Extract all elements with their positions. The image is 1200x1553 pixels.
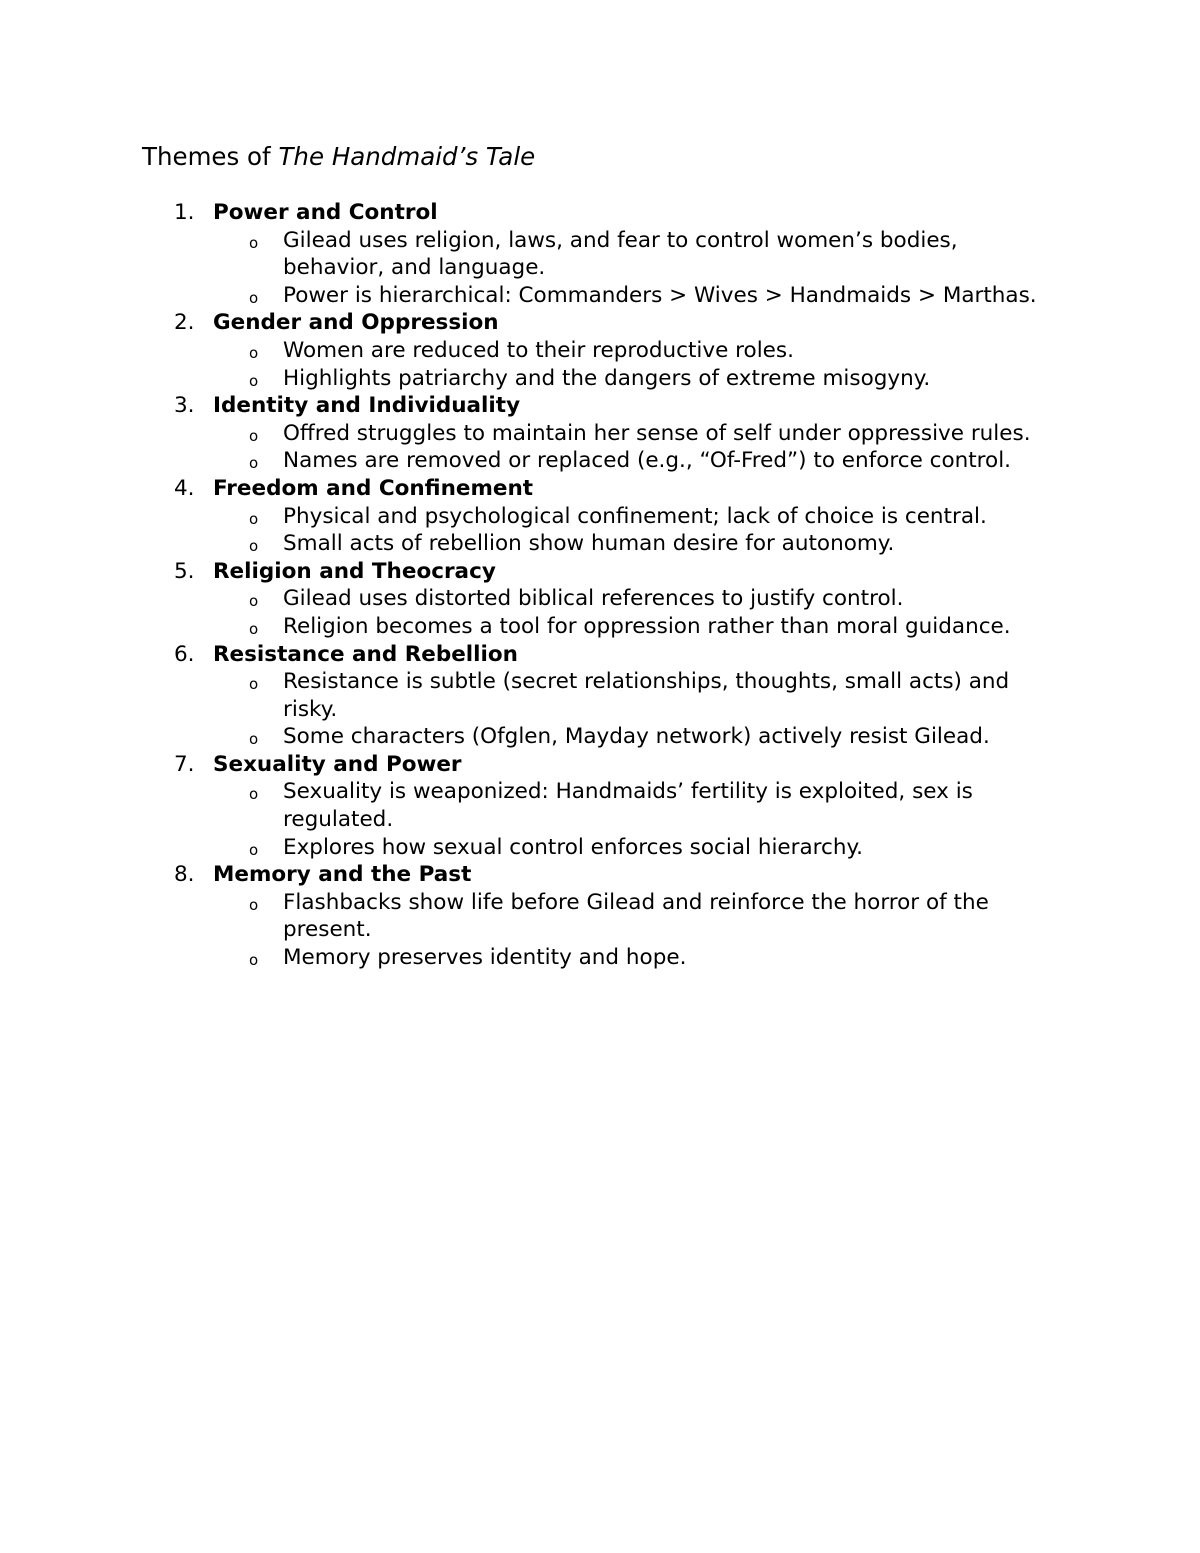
theme-point	[0, 778, 1063, 833]
theme-item	[0, 475, 1200, 558]
theme-item	[0, 199, 1200, 309]
theme-title: Memory and the Past	[213, 862, 472, 888]
theme-points	[0, 889, 1200, 972]
book-title: The Handmaid’s Tale	[278, 142, 536, 171]
themes-list	[0, 199, 1200, 972]
bullet-icon: o	[249, 951, 259, 970]
bullet-icon: o	[249, 454, 259, 473]
theme-point	[0, 834, 1063, 862]
theme-point	[0, 337, 1063, 365]
theme-number: 8.	[174, 862, 195, 888]
bullet-icon: o	[249, 537, 259, 556]
point-text: Power is hierarchical: Commanders > Wives > Handmaids > Marthas.	[283, 282, 1037, 308]
theme-title: Religion and Theocracy	[213, 558, 496, 584]
theme-point	[0, 613, 1063, 641]
theme-item	[0, 861, 1200, 971]
bullet-icon: o	[249, 840, 259, 859]
page-title	[142, 141, 535, 173]
bullet-icon: o	[249, 619, 259, 638]
bullet-icon: o	[249, 895, 259, 914]
bullet-icon: o	[249, 288, 259, 307]
point-text: Sexuality is weaponized: Handmaids’ fertility is exploited, sex is regulated.	[283, 779, 973, 833]
theme-points	[0, 503, 1200, 558]
theme-point	[0, 889, 1063, 944]
theme-title: Resistance and Rebellion	[213, 641, 518, 667]
theme-points	[0, 585, 1200, 640]
theme-point	[0, 668, 1063, 723]
theme-number: 1.	[174, 200, 195, 225]
theme-points	[0, 337, 1200, 392]
theme-title: Identity and Individuality	[213, 393, 521, 419]
point-text: Flashbacks show life before Gilead and reinforce the horror of the present.	[283, 889, 989, 943]
bullet-icon: o	[249, 509, 259, 528]
theme-title: Sexuality and Power	[213, 751, 462, 777]
point-text: Offred struggles to maintain her sense of self under oppressive rules.	[283, 420, 1031, 446]
theme-number: 2.	[174, 310, 195, 336]
point-text: Small acts of rebellion show human desire for autonomy.	[283, 531, 895, 557]
theme-points	[0, 420, 1200, 475]
point-text: Highlights patriarchy and the dangers of extreme misogyny.	[283, 365, 931, 391]
point-text: Some characters (Ofglen, Mayday network) actively resist Gilead.	[283, 724, 990, 750]
theme-heading	[0, 475, 1200, 503]
bullet-icon: o	[249, 343, 259, 362]
theme-point	[0, 503, 1063, 531]
theme-heading	[0, 751, 1200, 779]
theme-heading	[0, 199, 1200, 227]
theme-title: Gender and Oppression	[213, 310, 499, 336]
theme-point	[0, 365, 1063, 393]
theme-heading	[0, 392, 1200, 420]
point-text: Gilead uses religion, laws, and fear to control women’s bodies, behavior, and language.	[283, 227, 958, 281]
theme-item	[0, 751, 1200, 861]
bullet-icon: o	[249, 785, 259, 804]
point-text: Women are reduced to their reproductive roles.	[283, 337, 794, 363]
theme-point	[0, 944, 1063, 972]
theme-item	[0, 392, 1200, 475]
theme-number: 3.	[174, 393, 195, 419]
theme-heading	[0, 641, 1200, 669]
point-text: Explores how sexual control enforces social hierarchy.	[283, 834, 863, 860]
theme-heading	[0, 861, 1200, 889]
theme-item	[0, 309, 1200, 392]
theme-item	[0, 558, 1200, 641]
theme-heading	[0, 309, 1200, 337]
theme-point	[0, 585, 1063, 613]
theme-points	[0, 778, 1200, 861]
title-prefix: Themes of	[142, 142, 279, 171]
theme-heading	[0, 558, 1200, 586]
point-text: Religion becomes a tool for oppression rather than moral guidance.	[283, 613, 1011, 639]
theme-title: Power and Control	[213, 200, 438, 225]
bullet-icon: o	[249, 730, 259, 749]
theme-point	[0, 447, 1063, 475]
bullet-icon: o	[249, 371, 259, 390]
point-text: Memory preserves identity and hope.	[283, 945, 687, 971]
theme-point	[0, 723, 1063, 751]
theme-title: Freedom and Confinement	[213, 475, 534, 501]
point-text: Physical and psychological confinement; lack of choice is central.	[283, 503, 987, 529]
point-text: Gilead uses distorted biblical references to justify control.	[283, 586, 904, 612]
theme-point	[0, 227, 1063, 282]
point-text: Resistance is subtle (secret relationships, thoughts, small acts) and risky.	[283, 669, 1010, 722]
point-text: Names are removed or replaced (e.g., “Of-Fred”) to enforce control.	[283, 448, 1011, 474]
theme-points	[0, 668, 1200, 751]
bullet-icon: o	[249, 233, 259, 252]
theme-number: 4.	[174, 475, 195, 501]
theme-number: 5.	[174, 558, 195, 584]
theme-point	[0, 530, 1063, 558]
theme-points	[0, 227, 1200, 310]
bullet-icon: o	[249, 592, 259, 611]
bullet-icon: o	[249, 675, 259, 694]
bullet-icon: o	[249, 426, 259, 445]
theme-number: 7.	[174, 751, 195, 777]
theme-point	[0, 420, 1063, 448]
theme-point	[0, 282, 1063, 310]
theme-item	[0, 641, 1200, 751]
theme-number: 6.	[174, 641, 195, 667]
